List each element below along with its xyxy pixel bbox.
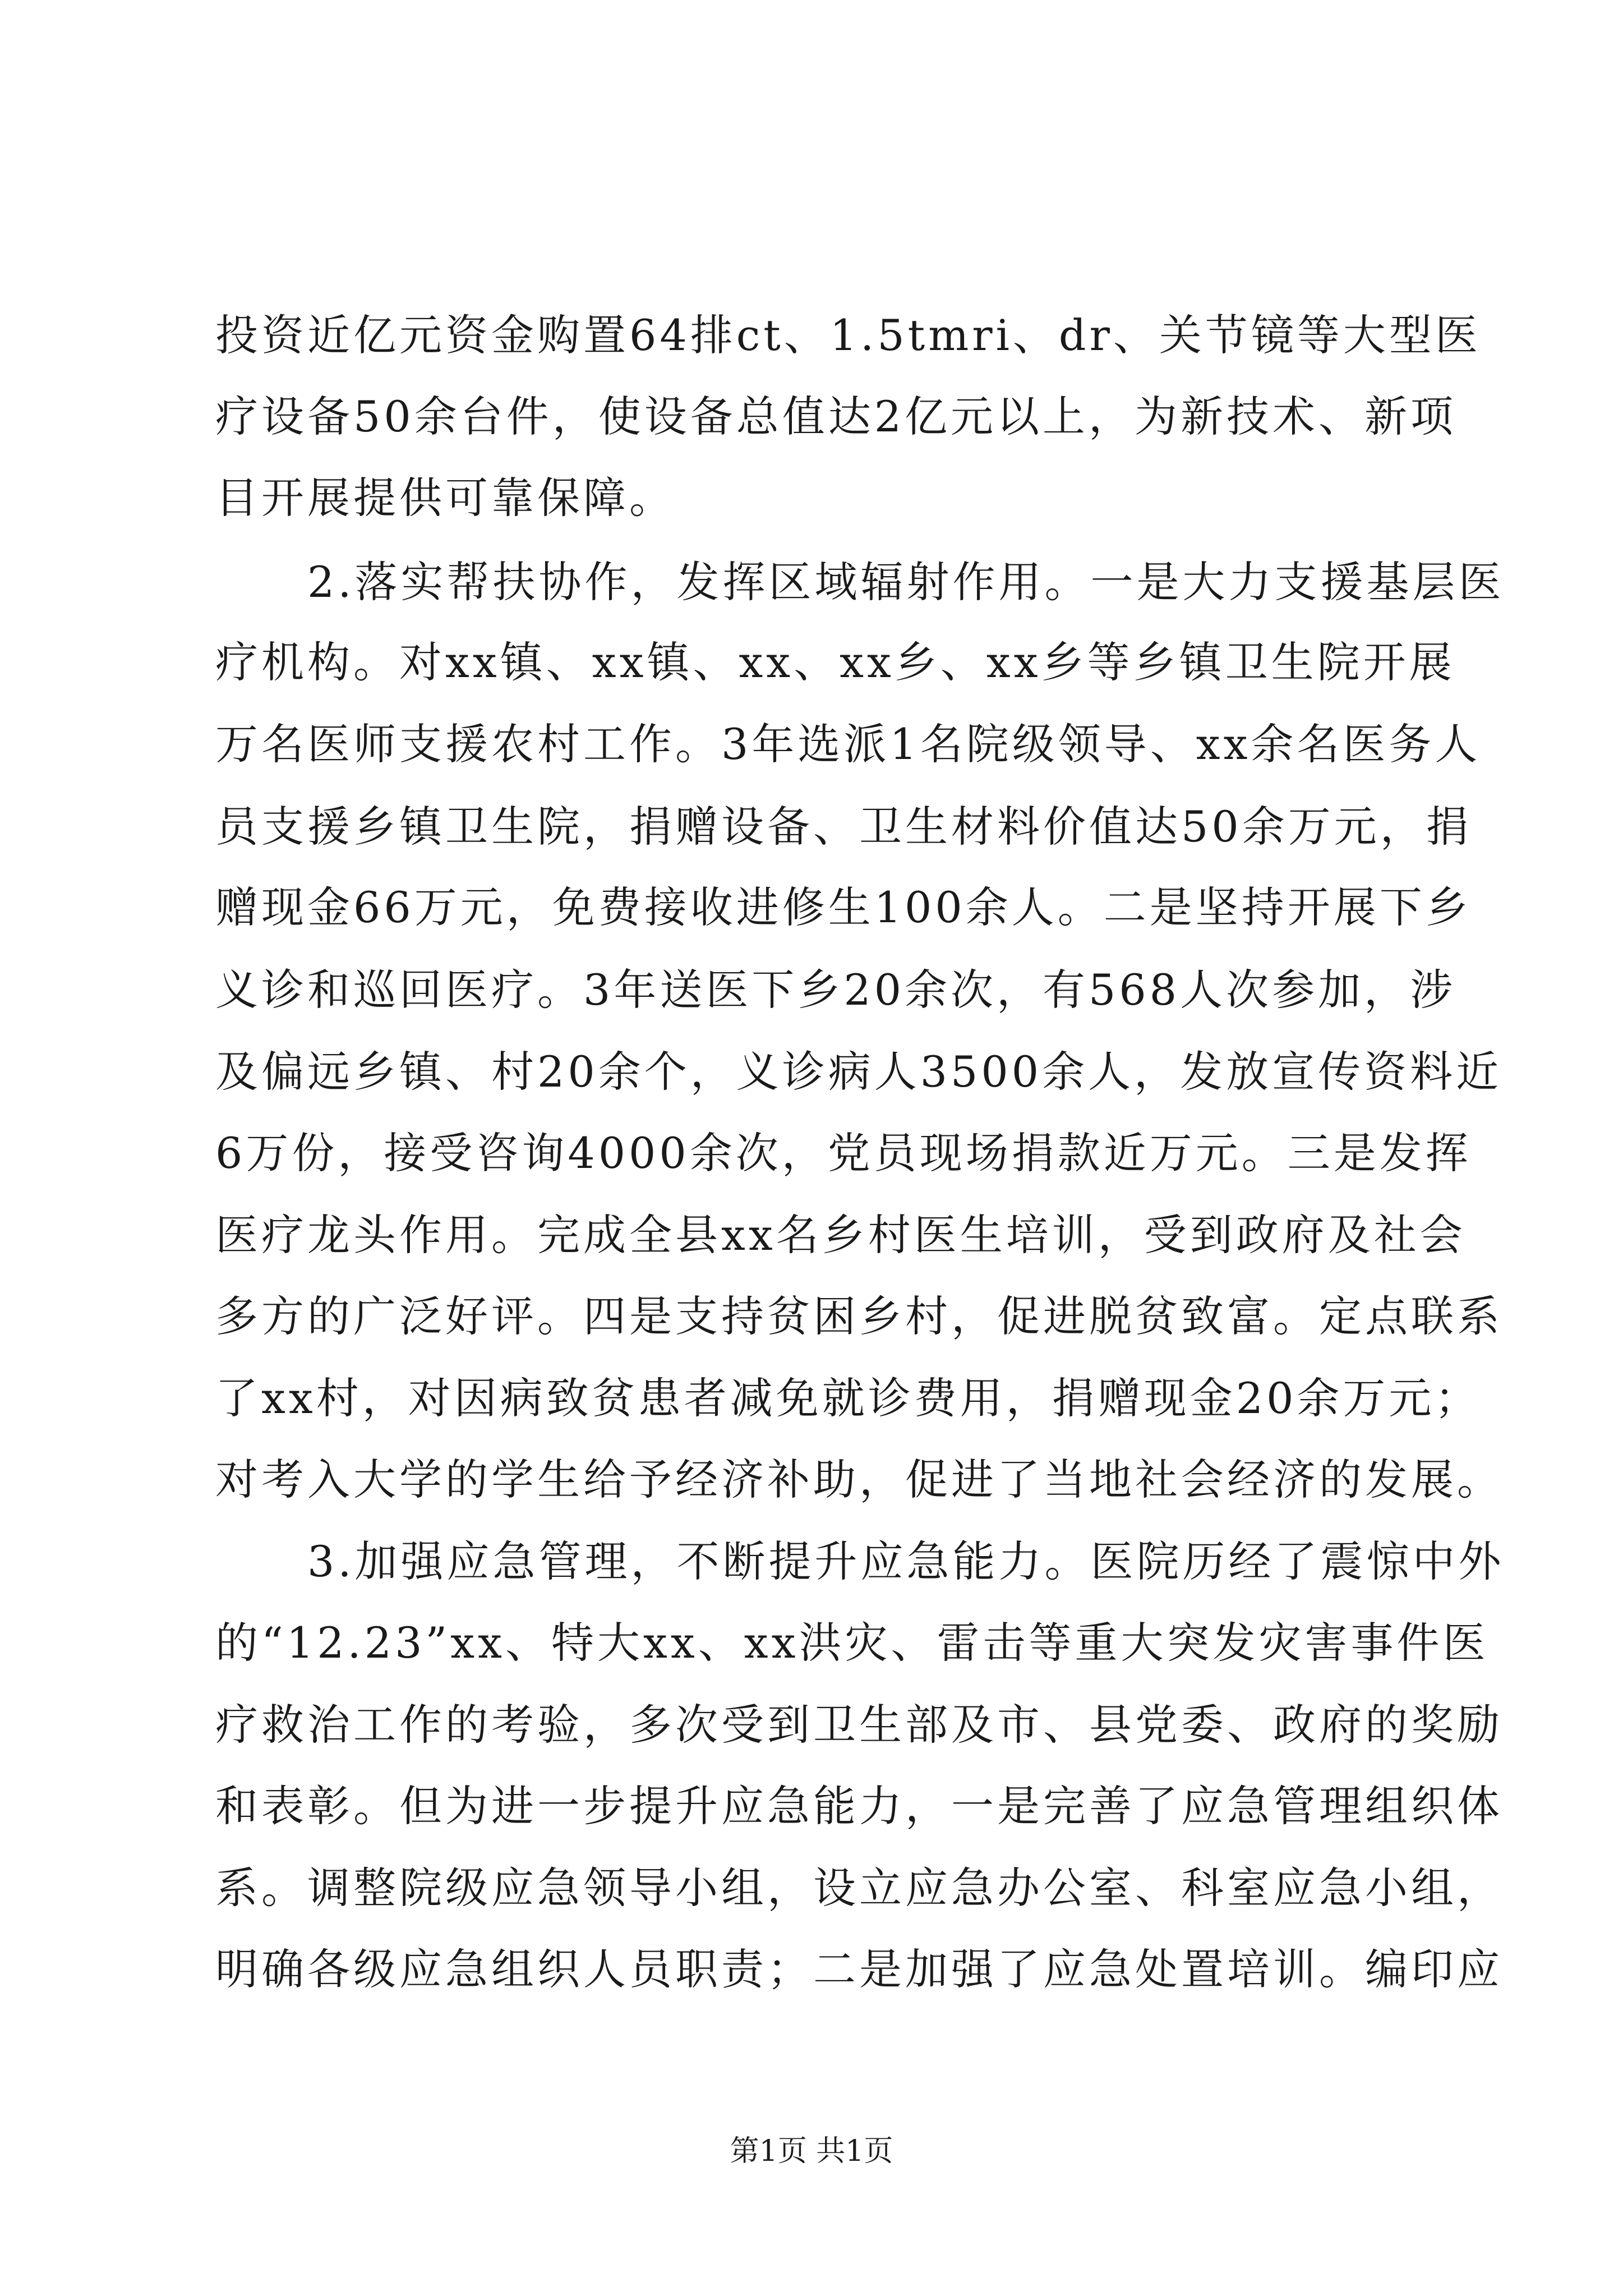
text-line: 目开展提供可靠保障。 xyxy=(215,473,675,523)
text-line: 投资近亿元资金购置64排ct、1.5tmri、dr、关节镜等大型医 xyxy=(215,310,1481,360)
text-line: 万名医师支援农村工作。3年选派1名院级领导、xx余名医务人 xyxy=(215,719,1481,769)
text-line: 2.落实帮扶协作，发挥区域辐射作用。一是大力支援基层医 xyxy=(215,557,1505,607)
text-line: 多方的广泛好评。四是支持贫困乡村，促进脱贫致富。定点联系 xyxy=(215,1291,1503,1341)
text-line: 3.加强应急管理，不断提升应急能力。医院历经了震惊中外 xyxy=(215,1536,1505,1586)
text-line: 疗救治工作的考验，多次受到卫生部及市、县党委、政府的奖励 xyxy=(215,1700,1503,1750)
page-number-footer: 第1页 共1页 xyxy=(730,2134,893,2168)
text-line: 了xx村，对因病致贫患者减免就诊费用，捐赠现金20余万元； xyxy=(215,1373,1481,1423)
text-line: 员支援乡镇卫生院，捐赠设备、卫生材料价值达50余万元，捐 xyxy=(215,802,1472,852)
text-line: 系。调整院级应急领导小组，设立应急办公室、科室应急小组， xyxy=(215,1863,1503,1913)
text-line: 疗机构。对xx镇、xx镇、xx、xx乡、xx乡等乡镇卫生院开展 xyxy=(215,637,1455,687)
text-line: 疗设备50余台件，使设备总值达2亿元以上，为新技术、新项 xyxy=(215,392,1457,441)
text-line: 对考入大学的学生给予经济补助，促进了当地社会经济的发展。 xyxy=(215,1455,1503,1504)
text-line: 义诊和巡回医疗。3年送医下乡20余次，有568人次参加，涉 xyxy=(215,965,1456,1015)
text-line: 赠现金66万元，免费接收进修生100余人。二是坚持开展下乡 xyxy=(215,882,1472,932)
text-line: 医疗龙头作用。完成全县xx名乡村医生培训，受到政府及社会 xyxy=(215,1210,1466,1260)
text-line: 的“12.23”xx、特大xx、xx洪灾、雷击等重大突发灾害事件医 xyxy=(215,1618,1489,1668)
text-line: 6万份，接受咨询4000余次，党员现场捐款近万元。三是发挥 xyxy=(215,1128,1472,1178)
text-line: 及偏远乡镇、村20余个，义诊病人3500余人，发放宣传资料近 xyxy=(215,1047,1502,1097)
text-line: 和表彰。但为进一步提升应急能力，一是完善了应急管理组织体 xyxy=(215,1781,1503,1831)
text-line: 明确各级应急组织人员职责；二是加强了应急处置培训。编印应 xyxy=(215,1944,1503,1994)
